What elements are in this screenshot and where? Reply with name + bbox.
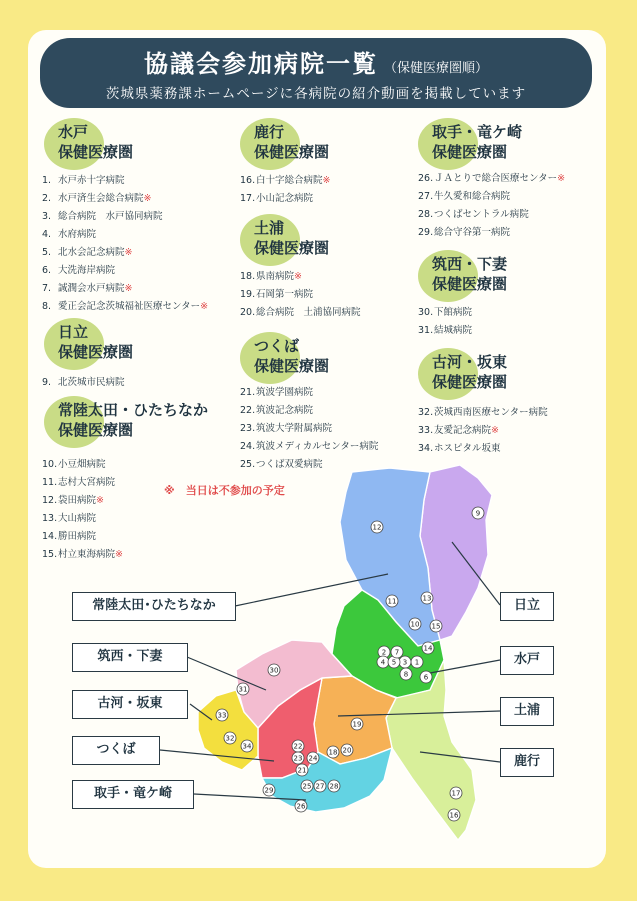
hospital-number: 19. — [240, 289, 256, 300]
map-marker-number: 20 — [342, 746, 352, 755]
hospital-number: 4. — [42, 229, 52, 240]
map-marker-number: 34 — [242, 742, 252, 751]
absence-mark: ※ — [200, 301, 209, 312]
map-marker — [341, 744, 353, 756]
absence-mark: ※ — [143, 193, 152, 204]
hospital-number: 27. — [418, 191, 434, 202]
hospital-number: 24. — [240, 441, 256, 452]
region-heading-koga: 古河・坂東 保健医療圏 — [418, 348, 507, 392]
map-marker — [237, 683, 249, 695]
absence-mark: ※ — [115, 549, 123, 560]
hospital-name: 筑波メディカルセンター病院 — [256, 441, 379, 452]
map-marker-number: 2 — [381, 648, 387, 657]
hospital-name: 袋田病院 — [58, 495, 97, 506]
map-marker — [241, 740, 253, 752]
map-marker-number: 1 — [414, 658, 420, 667]
absence-mark: ※ — [322, 175, 331, 186]
hospital-name: 筑波学園病院 — [256, 387, 314, 398]
hospital-number: 25. — [240, 459, 256, 470]
hospital-number: 11. — [42, 477, 58, 488]
absence-mark: ※ — [491, 425, 499, 436]
map-label-hitachi: 日立 — [500, 592, 554, 621]
map-label-tsuchiura: 土浦 — [500, 697, 554, 726]
map-marker-number: 24 — [308, 754, 318, 763]
region-heading-mito: 水戸 保健医療圏 — [44, 118, 133, 162]
map-marker-number: 18 — [328, 748, 338, 757]
region-heading-tsukuba: つくば 保健医療圏 — [240, 332, 329, 376]
hospital-number: 20. — [240, 307, 256, 318]
hospital-name: 村立東海病院 — [58, 549, 116, 560]
absence-mark: ※ — [124, 247, 133, 258]
map-marker — [448, 809, 460, 821]
hospital-number: 2. — [42, 193, 52, 204]
hospital-number: 23. — [240, 423, 256, 434]
map-marker-number: 26 — [296, 802, 306, 811]
map-marker-number: 27 — [315, 782, 325, 791]
map-marker-number: 7 — [394, 648, 400, 657]
map-marker — [420, 671, 432, 683]
map-label-rokko: 鹿行 — [500, 748, 554, 777]
map-marker — [411, 656, 423, 668]
map-marker — [377, 656, 389, 668]
map-marker-number: 4 — [380, 658, 386, 667]
hospital-number: 29. — [418, 227, 434, 238]
map-marker-number: 9 — [475, 509, 481, 518]
map-label-tsukuba: つくば — [72, 736, 160, 765]
map-marker — [328, 780, 340, 792]
hospital-number: 8. — [42, 301, 52, 312]
map-marker-number: 5 — [391, 658, 397, 667]
map-marker — [296, 764, 308, 776]
hospital-name: 大洗海岸病院 — [58, 265, 116, 276]
absence-mark: ※ — [124, 283, 133, 294]
map-marker-number: 29 — [264, 786, 274, 795]
map-marker-number: 32 — [225, 734, 235, 743]
region-heading-rokko: 鹿行 保健医療圏 — [240, 118, 329, 162]
absence-mark: ※ — [96, 495, 104, 506]
map-marker — [472, 507, 484, 519]
map-marker — [421, 592, 433, 604]
map-marker — [422, 642, 434, 654]
map-marker-number: 30 — [269, 666, 279, 675]
region-heading-hitachi: 日立 保健医療圏 — [44, 318, 133, 362]
map-marker — [301, 780, 313, 792]
map-label-chikusei: 筑西・下妻 — [72, 643, 188, 672]
map-marker — [371, 521, 383, 533]
map-marker-number: 13 — [422, 594, 432, 603]
map-marker — [307, 752, 319, 764]
map-marker-number: 31 — [238, 685, 248, 694]
page-title: 協議会参加病院一覧 — [143, 50, 378, 78]
map-marker — [327, 746, 339, 758]
hospital-name: 友愛記念病院 — [434, 425, 492, 436]
map-marker-number: 23 — [293, 754, 303, 763]
page-tagline: 茨城県薬務課ホームページに各病院の紹介動画を掲載しています — [105, 86, 527, 102]
hospital-number: 28. — [418, 209, 434, 220]
map-label-hitachiota: 常陸太田･ひたちなか — [72, 592, 236, 621]
region-heading-tsuchiura: 土浦 保健医療圏 — [240, 214, 329, 258]
map-marker — [314, 780, 326, 792]
hospital-number: 9. — [42, 377, 52, 388]
hospital-name: 総合病院 水戸協同病院 — [58, 211, 163, 222]
absence-note: ※ 当日は不参加の予定 — [164, 484, 285, 497]
map-marker — [295, 800, 307, 812]
hospital-number: 12. — [42, 495, 58, 506]
hospital-name: 筑波大学附属病院 — [256, 423, 333, 434]
map-marker-number: 8 — [403, 670, 409, 679]
map-marker-number: 6 — [423, 673, 429, 682]
hospital-name: 大山病院 — [58, 513, 97, 524]
hospital-name: 水戸済生会総合病院 — [58, 193, 144, 204]
absence-mark: ※ — [557, 173, 566, 184]
map-marker-number: 25 — [302, 782, 312, 791]
page-subtitle: （保健医療圏順） — [383, 61, 488, 76]
map-marker-number: 16 — [449, 811, 459, 820]
hospital-number: 21. — [240, 387, 256, 398]
hospital-name: 県南病院 — [256, 271, 295, 282]
region-heading-chikusei: 筑西・下妻 保健医療圏 — [418, 250, 507, 294]
hospital-name: 志村大宮病院 — [58, 477, 116, 488]
hospital-number: 1. — [42, 175, 52, 186]
hospital-number: 17. — [240, 193, 256, 204]
map-marker — [268, 664, 280, 676]
map-marker-number: 21 — [297, 766, 307, 775]
map-marker-number: 11 — [387, 597, 397, 606]
hospital-name: 茨城西南医療センター病院 — [434, 407, 548, 418]
map-marker — [263, 784, 275, 796]
map-marker-number: 22 — [293, 742, 303, 751]
map-marker — [216, 709, 228, 721]
hospital-name: 北水会記念病院 — [58, 247, 125, 258]
hospital-name: 結城病院 — [434, 325, 473, 336]
hospital-number: 18. — [240, 271, 256, 282]
hospital-name: ＪＡとりで総合医療センター — [434, 173, 558, 184]
hospital-number: 15. — [42, 549, 58, 560]
hospital-number: 10. — [42, 459, 58, 470]
map-marker-number: 14 — [423, 644, 433, 653]
map-marker — [292, 752, 304, 764]
hospital-name: 総合守谷第一病院 — [434, 227, 511, 238]
map-marker-number: 10 — [410, 620, 420, 629]
hospital-number: 7. — [42, 283, 52, 294]
hospital-number: 33. — [418, 425, 434, 436]
map-marker — [391, 646, 403, 658]
hospital-number: 5. — [42, 247, 52, 258]
map-marker-number: 28 — [329, 782, 339, 791]
map-marker-number: 33 — [217, 711, 227, 720]
map-marker-number: 3 — [402, 658, 408, 667]
hospital-number: 26. — [418, 173, 434, 184]
hospital-number: 13. — [42, 513, 58, 524]
hospital-number: 3. — [42, 211, 52, 222]
hospital-number: 22. — [240, 405, 256, 416]
hospital-name: つくばセントラル病院 — [434, 209, 529, 220]
hospital-name: 水戸赤十字病院 — [58, 175, 125, 186]
region-heading-toride: 取手・竜ケ崎 保健医療圏 — [418, 118, 522, 162]
map-marker — [450, 787, 462, 799]
hospital-name: 筑波記念病院 — [256, 405, 314, 416]
hospital-number: 32. — [418, 407, 434, 418]
hospital-name: 総合病院 土浦協同病院 — [256, 307, 361, 318]
hospital-name: 北茨城市民病院 — [58, 377, 125, 388]
map-marker-number: 17 — [451, 789, 461, 798]
hospital-number: 34. — [418, 443, 434, 454]
map-label-mito: 水戸 — [500, 646, 554, 675]
hospital-name: 愛正会記念茨城福祉医療センター — [58, 301, 201, 312]
hospital-name: 石岡第一病院 — [256, 289, 314, 300]
map-marker — [351, 718, 363, 730]
hospital-name: 小豆畑病院 — [58, 459, 106, 470]
hospital-number: 16. — [240, 175, 256, 186]
map-marker-number: 19 — [352, 720, 362, 729]
map-label-koga: 古河・坂東 — [72, 690, 188, 719]
map-marker — [430, 620, 442, 632]
hospital-name: つくば双愛病院 — [256, 459, 323, 470]
hospital-name: 小山記念病院 — [256, 193, 314, 204]
hospital-number: 14. — [42, 531, 58, 542]
hospital-name: 勝田病院 — [58, 531, 97, 542]
map-marker-number: 12 — [372, 523, 382, 532]
map-marker — [224, 732, 236, 744]
map-marker — [292, 740, 304, 752]
map-marker — [386, 595, 398, 607]
map-label-toride: 取手・竜ケ崎 — [72, 780, 194, 809]
hospital-name: ホスピタル坂東 — [434, 443, 501, 454]
region-heading-hitachiota: 常陸太田・ひたちなか 保健医療圏 — [44, 396, 208, 440]
hospital-name: 牛久愛和総合病院 — [434, 191, 511, 202]
hospital-name: 白十字総合病院 — [256, 175, 323, 186]
hospital-name: 水府病院 — [58, 229, 97, 240]
map-marker — [399, 656, 411, 668]
hospital-number: 6. — [42, 265, 52, 276]
hospital-number: 31. — [418, 325, 434, 336]
hospital-name: 下館病院 — [434, 307, 473, 318]
hospital-name: 誠潤会水戸病院 — [58, 283, 125, 294]
map-marker-number: 15 — [431, 622, 441, 631]
map-marker — [409, 618, 421, 630]
absence-mark: ※ — [294, 271, 302, 282]
hospital-number: 30. — [418, 307, 434, 318]
map-marker — [400, 668, 412, 680]
